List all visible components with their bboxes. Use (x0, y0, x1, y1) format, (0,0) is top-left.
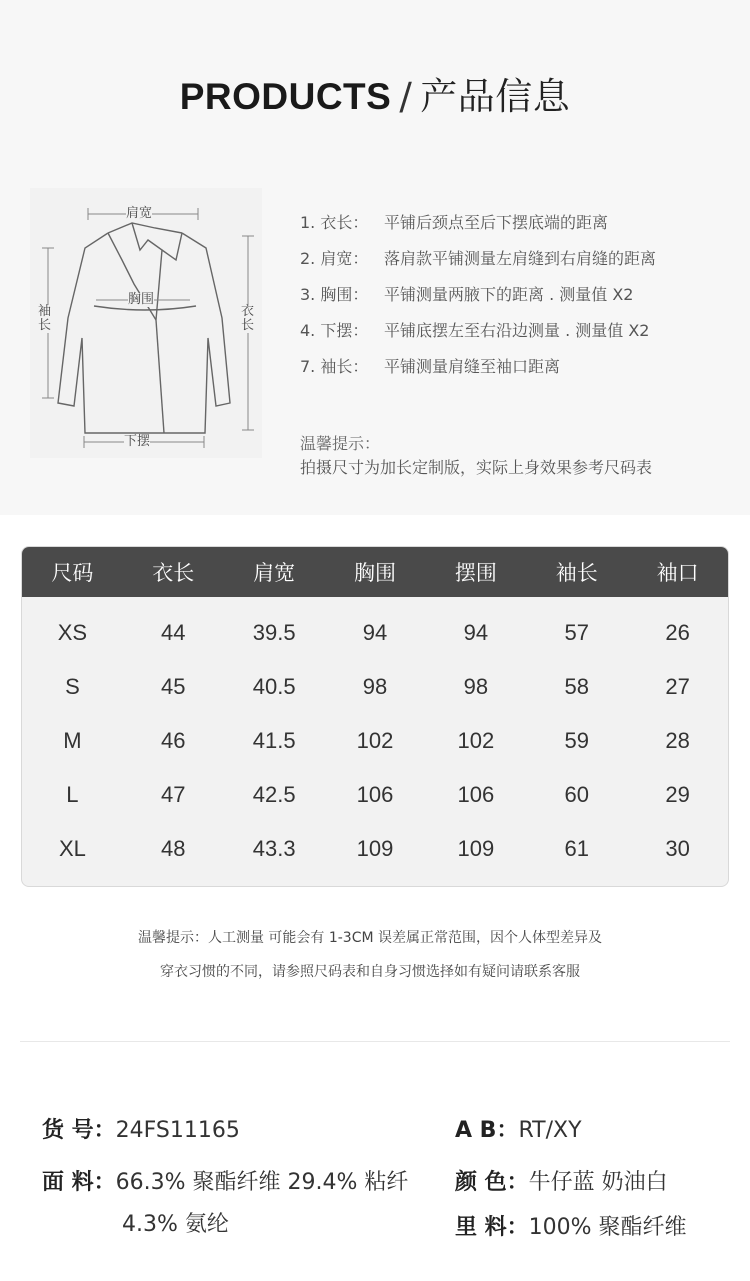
lining-spec (455, 1213, 687, 1243)
table-cell: 26 (665, 620, 690, 645)
fabric-spec (42, 1168, 408, 1198)
table-cell: 98 (362, 674, 388, 699)
lining-value: 100% 聚酯纤维 (528, 1215, 687, 1240)
item-number (42, 1116, 240, 1146)
title-en: PRODUCTS (179, 76, 392, 117)
table-cell: 60 (564, 782, 589, 807)
table-cell: 58 (564, 674, 589, 699)
header-cell: 衣长 (152, 561, 195, 585)
header-cell: 尺码 (51, 561, 94, 585)
table-cell: 43.3 (252, 836, 296, 861)
size-table-body (22, 597, 728, 876)
header-cell: 袖口 (656, 561, 699, 585)
table-cell: 106 (457, 782, 495, 807)
measurement-note-line1: 温馨提示：人工测量 可能会有 1-3CM 误差属正常范围，因个人体型差异及 (137, 930, 603, 946)
measurement-diagram (30, 188, 262, 458)
chest-label: 胸围 (128, 292, 155, 307)
header-cell: 摆围 (454, 561, 497, 585)
shoulder-label: 肩宽 (126, 206, 153, 221)
table-row (22, 822, 728, 876)
table-cell: M (63, 728, 82, 753)
definition-item: 2. 肩宽： 落肩款平铺测量左肩缝到右肩缝的距离 (300, 249, 657, 268)
measurement-note-line2: 穿衣习惯的不同，请参照尺码表和自身习惯选择如有疑问请联系客服 (160, 964, 580, 980)
header-cell: 肩宽 (253, 561, 296, 585)
table-cell: 48 (161, 836, 186, 861)
jacket-illustration-icon (30, 188, 262, 458)
color-label: 颜 色： (455, 1170, 529, 1195)
table-cell: 45 (161, 674, 186, 699)
tip-text: 拍摄尺寸为加长定制版，实际上身效果参考尺码表 (300, 458, 653, 477)
table-cell: S (65, 674, 80, 699)
definition-item: 3. 胸围： 平铺测量两腋下的距离 . 测量值 X2 (300, 285, 634, 304)
title-separator: / (399, 75, 413, 118)
table-cell: 102 (457, 728, 495, 753)
ab-value: RT/XY (518, 1118, 582, 1143)
table-cell: 28 (665, 728, 690, 753)
table-cell: XL (58, 836, 86, 861)
fabric-value: 66.3% 聚酯纤维 29.4% 粘纤 (115, 1170, 409, 1195)
sleeve-label: 袖长 (38, 304, 52, 333)
table-cell: 106 (356, 782, 394, 807)
table-cell: 39.5 (252, 620, 296, 645)
ab-spec (455, 1116, 582, 1146)
table-cell: 30 (665, 836, 690, 861)
measurement-definitions (300, 210, 720, 390)
table-cell: 61 (564, 836, 589, 861)
ab-label: A B： (455, 1118, 519, 1143)
definition-item: 4. 下摆： 平铺底摆左至右沿边测量 . 测量值 X2 (300, 321, 650, 340)
table-row (22, 714, 728, 768)
item-number-value: 24FS11165 (115, 1118, 240, 1143)
table-cell: 47 (161, 782, 186, 807)
table-cell: 41.5 (252, 728, 296, 753)
table-cell: 40.5 (252, 674, 296, 699)
page-title (0, 66, 750, 120)
table-cell: 42.5 (252, 782, 296, 807)
table-cell: 109 (457, 836, 495, 861)
header-cell: 袖长 (555, 561, 598, 585)
table-cell: 94 (463, 620, 489, 645)
table-cell: 98 (463, 674, 489, 699)
color-value: 牛仔蓝 奶油白 (528, 1170, 668, 1195)
table-cell: 46 (161, 728, 186, 753)
table-cell: 94 (362, 620, 388, 645)
color-spec (455, 1168, 668, 1198)
definition-item: 7. 袖长： 平铺测量肩缝至袖口距离 (300, 357, 561, 376)
table-cell: 59 (564, 728, 589, 753)
definition-item: 1. 衣长： 平铺后颈点至后下摆底端的距离 (300, 213, 609, 232)
table-cell: 29 (665, 782, 690, 807)
table-cell: 44 (161, 620, 186, 645)
section-divider (20, 1041, 730, 1042)
fabric-value-line2: 4.3% 氨纶 (122, 1212, 229, 1237)
size-table (21, 546, 729, 887)
fabric-label: 面 料： (42, 1170, 116, 1195)
table-cell: 57 (564, 620, 589, 645)
table-row (22, 660, 728, 714)
item-number-label: 货 号： (42, 1118, 116, 1143)
table-cell: L (66, 782, 79, 807)
table-cell: XS (57, 620, 88, 645)
table-cell: 102 (356, 728, 394, 753)
tip-label: 温馨提示： (300, 434, 381, 453)
table-cell: 27 (665, 674, 690, 699)
size-table-header (22, 547, 728, 597)
length-label: 衣长 (241, 304, 255, 333)
table-row (22, 606, 728, 660)
table-cell: 109 (356, 836, 394, 861)
hem-label: 下摆 (124, 434, 151, 449)
table-row (22, 768, 728, 822)
header-cell: 胸围 (354, 561, 396, 585)
lining-label: 里 料： (455, 1215, 529, 1240)
title-zh: 产品信息 (420, 75, 571, 118)
